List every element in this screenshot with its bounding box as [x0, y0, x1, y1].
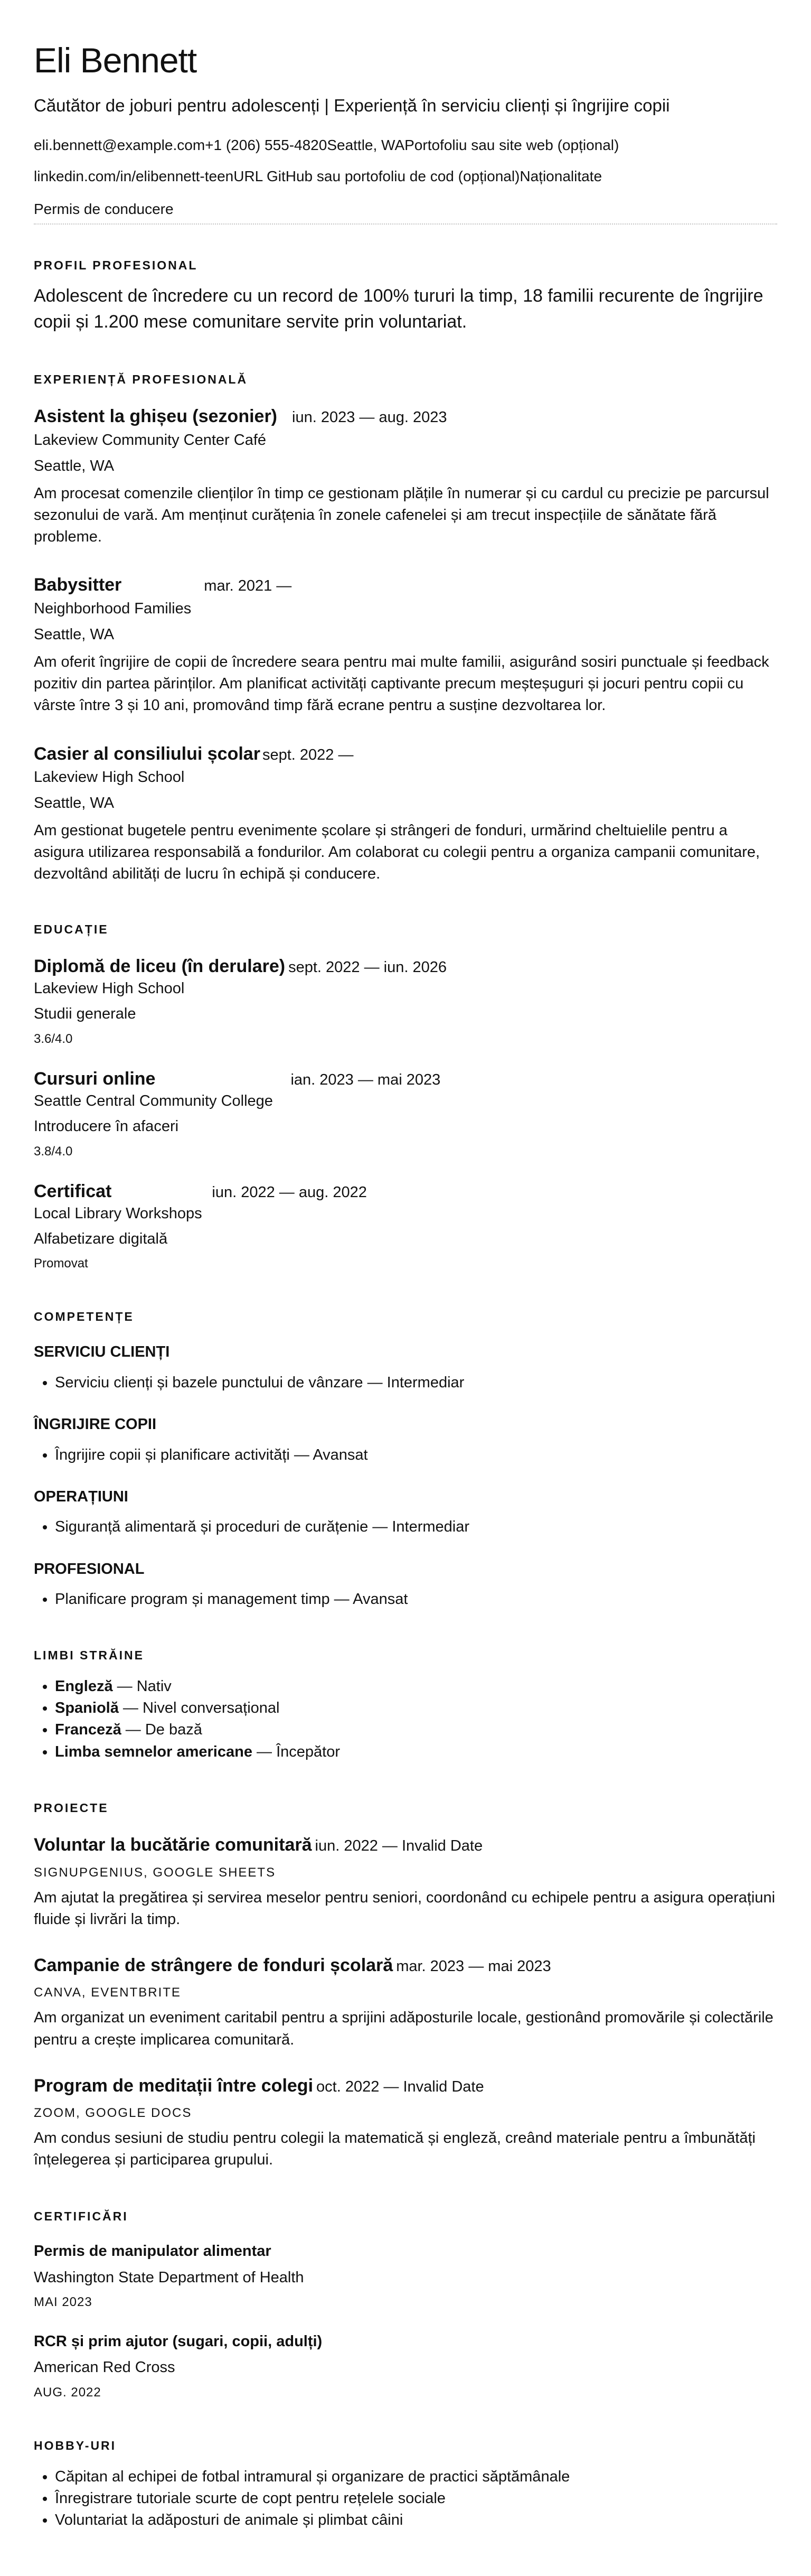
- contact-line-1: eli.bennett@example.com+1 (206) 555-4820Seattle, WAPortofoliu sau site web (opțional): [34, 137, 619, 154]
- skill-item: • Îngrijire copii și planificare activități — Avansat: [55, 1444, 777, 1466]
- language-level: — Nativ: [112, 1678, 172, 1695]
- hobby-item: • Căpitan al echipei de fotbal intramural și organizare de practici săptămânale: [55, 2466, 777, 2488]
- degree-title: Cursuri online: [34, 1068, 156, 1089]
- certification-name: Permis de manipulator alimentar: [34, 2243, 271, 2260]
- job-company: Lakeview High School: [34, 768, 185, 786]
- skill-group-title: ÎNGRIJIRE COPII: [34, 1415, 157, 1433]
- education-entry: [34, 1067, 777, 1160]
- hobbies-heading: HOBBY-URI: [34, 2439, 117, 2453]
- contact-line-3: Permis de conducere: [34, 201, 174, 218]
- degree-title: Certificat: [34, 1181, 112, 1201]
- skills-section: [34, 1310, 777, 1610]
- hobby-item: • Înregistrare tutoriale scurte de copt pentru rețelele sociale: [55, 2488, 777, 2509]
- hobbies-section: [34, 2439, 777, 2531]
- language-name: Limba semnelor americane: [55, 1743, 252, 1760]
- field-of-study: Alfabetizare digitală: [34, 1230, 168, 1247]
- language-item: [55, 1719, 777, 1741]
- job-location: Seattle, WA: [34, 626, 115, 643]
- project-name: Program de meditații între colegi: [34, 2075, 314, 2096]
- resume-header: [34, 41, 777, 225]
- candidate-tagline: Căutător de joburi pentru adolescenți | Experiență în serviciu clienți și îngrijire copii: [34, 95, 670, 115]
- education-entry: [34, 1180, 777, 1272]
- project-name: Voluntar la bucătărie comunitară: [34, 1835, 312, 1855]
- skill-group-title: SERVICIU CLIENȚI: [34, 1343, 170, 1361]
- certification-name: RCR și prim ajutor (sugari, copii, adulți): [34, 2332, 323, 2350]
- job-dates: sept. 2022 —: [262, 746, 354, 763]
- experience-heading: EXPERIENȚĂ PROFESIONALĂ: [34, 372, 248, 386]
- project-name: Campanie de strângere de fonduri școlară: [34, 1955, 393, 1976]
- skill-group-title: PROFESIONAL: [34, 1560, 145, 1578]
- projects-heading: PROIECTE: [34, 1800, 109, 1815]
- degree-dates: iun. 2022 — aug. 2022: [212, 1183, 367, 1201]
- project-description: Am ajutat la pregătirea și servirea meselor pentru seniori, coordonând cu echipele pentru a asigura operațiuni fluide și livrări la timp.: [34, 1889, 776, 1928]
- field-of-study: Introducere în afaceri: [34, 1117, 179, 1135]
- hobby-item: • Voluntariat la adăposturi de animale și plimbat câini: [55, 2509, 777, 2531]
- job-title: Asistent la ghișeu (sezonier): [34, 406, 277, 427]
- project-dates: iun. 2022 — Invalid Date: [315, 1837, 483, 1855]
- project-description: Am condus sesiuni de studiu pentru colegii la matematică și engleză, creând materiale pentru a îmbunătăți înțelegerea și participarea grupului.: [34, 2130, 756, 2169]
- candidate-name: Eli Bennett: [34, 41, 197, 80]
- education-section: [34, 922, 777, 1272]
- contact-line-2: linkedin.com/in/elibennett-teenURL GitHub sau portofoliu de cod (opțional)Naționalitate: [34, 167, 602, 184]
- experience-entry: [34, 573, 777, 716]
- grade: 3.6/4.0: [34, 1031, 73, 1046]
- project-description: Am organizat un eveniment caritabil pentru a sprijini adăposturile locale, gestionând promovările și colectările pentru a crește implicarea comunitară.: [34, 2009, 774, 2048]
- school-name: Local Library Workshops: [34, 1205, 202, 1222]
- job-title: Babysitter: [34, 575, 122, 595]
- grade: Promovat: [34, 1256, 88, 1271]
- summary-text: Adolescent de încredere cu un record de 100% tururi la timp, 18 familii recurente de îngrijire copii și 1.200 mese comunitare servite prin voluntariat.: [34, 286, 763, 332]
- language-level: — De bază: [121, 1721, 202, 1739]
- education-entry: [34, 955, 777, 1047]
- degree-title: Diplomă de liceu (în derulare): [34, 956, 286, 977]
- header-divider: [34, 223, 777, 225]
- certification-date: AUG. 2022: [34, 2385, 101, 2400]
- certification-issuer: American Red Cross: [34, 2359, 175, 2376]
- job-location: Seattle, WA: [34, 458, 115, 475]
- language-name: Franceză: [55, 1721, 121, 1739]
- grade: 3.8/4.0: [34, 1144, 73, 1159]
- project-tools: CANVA, EVENTBRITE: [34, 1985, 181, 2000]
- language-level: — Începător: [252, 1743, 340, 1760]
- job-description: Am procesat comenzile clienților în timp ce gestionam plățile în numerar și cu cardul cu precizie pe parcursul sezonului de vară. Am menținut curățenia în zonele cafenelei și am trecut inspecțiile de sănătate fără probleme.: [34, 484, 769, 546]
- skill-item: • Serviciu clienți și bazele punctului de vânzare — Intermediar: [55, 1372, 777, 1394]
- skill-group: [34, 1560, 777, 1611]
- skill-group: [34, 1342, 777, 1394]
- school-name: Seattle Central Community College: [34, 1093, 273, 1110]
- project-entry: [34, 2074, 777, 2171]
- summary-section: [34, 258, 777, 334]
- language-item: [55, 1697, 777, 1719]
- project-dates: mar. 2023 — mai 2023: [396, 1958, 551, 1975]
- field-of-study: Studii generale: [34, 1005, 136, 1023]
- certifications-section: [34, 2209, 777, 2401]
- job-description: Am oferit îngrijire de copii de încredere seara pentru mai multe familii, asigurând sosiri punctuale și feedback pozitiv din partea părinților. Am planificat activități captivante precum meșteșuguri și jocuri pentru copii cu vârste între 3 și 10 ani, promovând timp fără ecrane pentru a susține dezvoltarea lor.: [34, 654, 769, 714]
- school-name: Lakeview High School: [34, 980, 185, 997]
- job-company: Lakeview Community Center Café: [34, 431, 267, 449]
- job-dates: iun. 2023 — aug. 2023: [292, 409, 447, 426]
- project-tools: ZOOM, GOOGLE DOCS: [34, 2105, 192, 2120]
- projects-section: [34, 1801, 777, 2171]
- certification-entry: [34, 2242, 777, 2311]
- skill-group: [34, 1487, 777, 1538]
- certification-issuer: Washington State Department of Health: [34, 2269, 304, 2286]
- degree-dates: sept. 2022 — iun. 2026: [288, 959, 447, 976]
- project-entry: [34, 1954, 777, 2051]
- skill-group-title: OPERAȚIUNI: [34, 1488, 128, 1505]
- job-company: Neighborhood Families: [34, 600, 192, 617]
- experience-entry: [34, 742, 777, 885]
- job-description: Am gestionat bugetele pentru evenimente școlare și strângeri de fonduri, urmărind cheltuielile pentru a asigura utilizarea responsabilă a fondurilor. Am colaborat cu colegii pentru a organiza campanii comunitare, dezvoltând abilități de lucru în echipă și conducere.: [34, 822, 760, 883]
- job-dates: mar. 2021 —: [204, 577, 292, 595]
- education-heading: EDUCAȚIE: [34, 922, 109, 936]
- job-location: Seattle, WA: [34, 795, 115, 812]
- language-name: Spaniolă: [55, 1700, 119, 1717]
- language-item: [55, 1741, 777, 1763]
- project-entry: [34, 1833, 777, 1930]
- degree-dates: ian. 2023 — mai 2023: [290, 1071, 441, 1088]
- skills-heading: COMPETENȚE: [34, 1310, 134, 1324]
- language-level: — Nivel conversațional: [118, 1700, 280, 1717]
- language-name: Engleză: [55, 1678, 113, 1695]
- skill-group: [34, 1415, 777, 1466]
- languages-section: [34, 1648, 777, 1762]
- certification-entry: [34, 2332, 777, 2401]
- summary-heading: PROFIL PROFESIONAL: [34, 258, 198, 272]
- experience-section: [34, 372, 777, 885]
- certification-date: MAI 2023: [34, 2295, 92, 2310]
- certifications-heading: CERTIFICĂRI: [34, 2209, 128, 2223]
- skill-item: • Planificare program și management timp — Avansat: [55, 1589, 777, 1610]
- experience-entry: [34, 405, 777, 548]
- skill-item: • Siguranță alimentară și proceduri de curățenie — Intermediar: [55, 1516, 777, 1538]
- project-dates: oct. 2022 — Invalid Date: [316, 2078, 484, 2095]
- job-title: Casier al consiliului școlar: [34, 743, 260, 764]
- language-item: [55, 1676, 777, 1697]
- languages-heading: LIMBI STRĂINE: [34, 1648, 144, 1663]
- project-tools: SIGNUPGENIUS, GOOGLE SHEETS: [34, 1865, 276, 1880]
